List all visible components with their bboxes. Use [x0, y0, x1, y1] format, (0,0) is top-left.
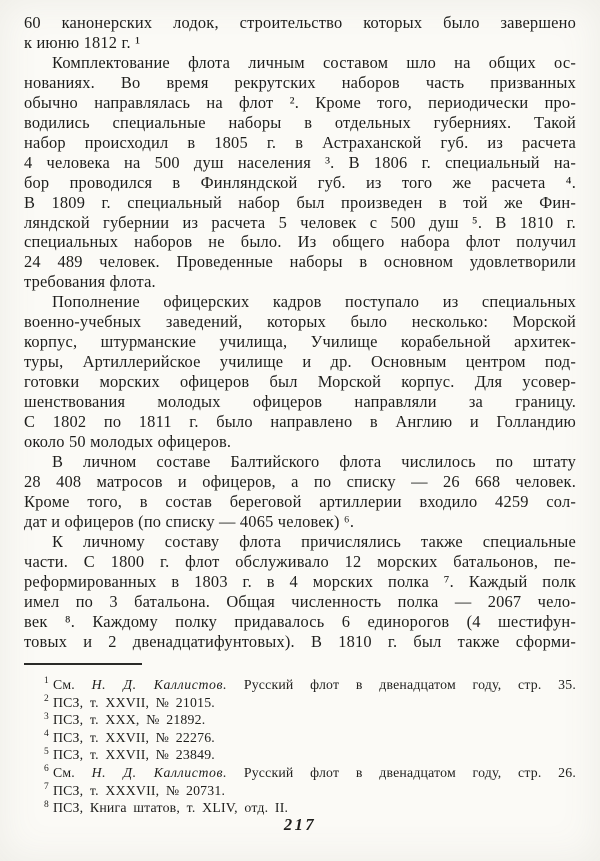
- text-line: В личном составе Балтийского флота числилось по штату: [52, 451, 576, 471]
- text-line: 60 канонерских лодок, строительство которых было завершено: [24, 13, 576, 32]
- paragraph: [24, 532, 576, 652]
- footnote: [24, 676, 576, 694]
- text-line: ляндской губернии из расчета 5 человек с 500 душ ⁵. В 1810 г.: [24, 212, 576, 232]
- text-line: туры, Артиллерийское училище и др. Основным центром под-: [24, 352, 576, 372]
- text-line: имел по 3 батальона. Общая численность полка — 2067 чело-: [24, 591, 576, 611]
- footnote: [24, 746, 576, 764]
- footnote-text: ПСЗ, т. XXVII, № 21015.: [52, 694, 215, 710]
- text-line: дат и офицеров (по списку — 4065 человек) ⁶.: [24, 511, 355, 531]
- text-line: 4 человека на 500 душ населения ³. В 1806 г. специальный на-: [24, 152, 576, 172]
- footnote-text: ПСЗ, т. XXVII, № 22276.: [52, 729, 215, 745]
- text-line: Кроме того, в состав береговой артиллерии входило 4259 сол-: [24, 491, 576, 511]
- footnote: [24, 694, 576, 712]
- footnote-text: См.: [52, 764, 92, 780]
- text-line: 24 489 человек. Проведенные наборы в основном удовлетворили: [24, 252, 576, 272]
- footnotes: [24, 676, 576, 817]
- text-line: водились специальные наборы в отдельных губерниях. Такой: [24, 112, 576, 132]
- footnote-author: Н. Д. Каллистов.: [91, 764, 228, 780]
- text-line: 28 408 матросов и офицеров, а по списку — 26 668 человек.: [24, 471, 576, 491]
- footnote-text: ПСЗ, т. XXXVII, № 20731.: [52, 782, 226, 798]
- text-line: Пополнение офицерских кадров поступало из специальных: [52, 292, 576, 312]
- text-line: готовки морских офицеров был Морской корпус. Для усовер-: [24, 372, 576, 392]
- text-line: Комплектование флота личным составом шло на общих ос-: [52, 52, 576, 72]
- footnote-marker: 6: [44, 764, 49, 775]
- text-line: корпус, штурманские училища, Училище корабельной архитек-: [24, 332, 576, 352]
- paragraph: [24, 452, 576, 532]
- paragraph: [24, 13, 576, 53]
- paragraph: [24, 292, 576, 452]
- footnote-marker: 8: [44, 799, 49, 810]
- footnote: [24, 729, 576, 747]
- text-line: обычно направлялась на флот ². Кроме того, периодически про-: [24, 92, 576, 112]
- text-line: набор происходил в 1805 г. в Астраханской губ. из расчета: [24, 132, 576, 152]
- text-line: специальных наборов не было. Из общего набора флот получил: [24, 232, 576, 252]
- text-line: В 1809 г. специальный набор был произведен в той же Фин-: [24, 192, 576, 212]
- text-line: шенствования молодых офицеров направляли за границу.: [24, 392, 576, 412]
- footnote-marker: 2: [44, 694, 49, 704]
- text-line: реформированных в 1803 г. в 4 морских полка ⁷. Каждый полк: [24, 571, 576, 591]
- footnote: [24, 782, 576, 800]
- text-line: век ⁸. Каждому полку придавалось 6 единорогов (4 шестифун-: [24, 611, 576, 631]
- text-line: С 1802 по 1811 г. было направлено в Англию и Голландию: [24, 412, 576, 432]
- paragraph: [24, 53, 576, 292]
- footnote-text: ПСЗ, Книга штатов, т. XLIV, отд. II.: [52, 800, 289, 816]
- footnote-marker: 5: [44, 746, 49, 757]
- footnote: [24, 764, 576, 782]
- footnote: [24, 711, 576, 729]
- text-line: военно-учебных заведений, которых было несколько: Морской: [24, 312, 576, 332]
- footnote-separator: [24, 663, 142, 665]
- text-line: нованиях. Во время рекрутских наборов часть призванных: [24, 72, 576, 92]
- text-line: бор проводился в Финляндской губ. из того же расчета ⁴.: [24, 172, 576, 192]
- text-line: к июню 1812 г. ¹: [24, 32, 141, 52]
- text-line: требования флота.: [24, 272, 156, 292]
- footnote-text: Русский флот в двенадцатом году, стр. 35.: [227, 677, 576, 692]
- text-line: товых и 2 двенадцатифунтовых). В 1810 г. был также сформи-: [24, 631, 576, 651]
- footnote-marker: 1: [44, 676, 49, 687]
- text-line: части. С 1800 г. флот обслуживало 12 морских батальонов, пе-: [24, 551, 576, 571]
- text-line: около 50 молодых офицеров.: [24, 432, 232, 452]
- footnote-marker: 7: [44, 781, 49, 792]
- footnote-text: Русский флот в двенадцатом году, стр. 26.: [227, 764, 576, 780]
- footnote-text: См.: [52, 677, 92, 692]
- footnote-author: Н. Д. Каллистов.: [91, 677, 228, 692]
- page-number: 217: [283, 815, 317, 834]
- text-line: К личному составу флота причислялись также специальные: [52, 531, 576, 551]
- footnote-marker: 3: [44, 711, 49, 722]
- footnote-text: ПСЗ, т. XXX, № 21892.: [52, 712, 206, 728]
- footnote-marker: 4: [44, 729, 49, 740]
- footnote-text: ПСЗ, т. XXVII, № 23849.: [52, 747, 215, 763]
- main-text: [24, 13, 576, 652]
